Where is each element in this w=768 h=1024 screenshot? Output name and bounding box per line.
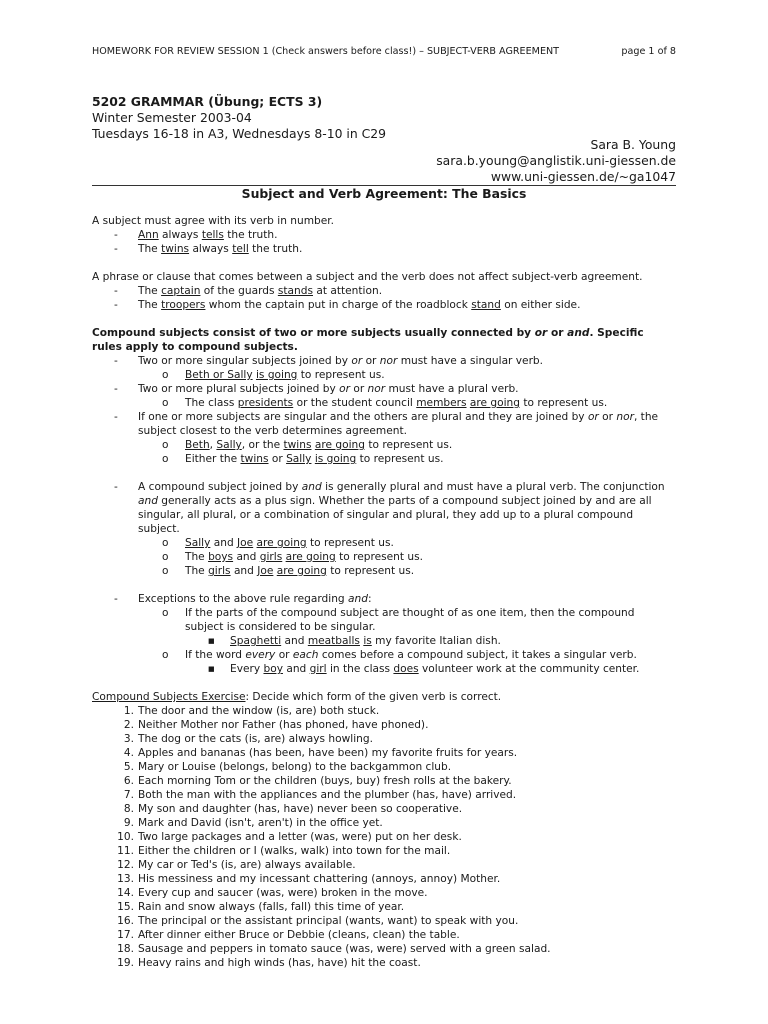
course-times: Tuesdays 16-18 in A3, Wednesdays 8-10 in C29 [92, 126, 387, 141]
dash-marker: - [114, 593, 118, 605]
dash-marker: - [114, 481, 118, 493]
sub-rule-item: o If the word every or each comes before a compound subject, it takes a singular verb. [162, 649, 637, 661]
dash-marker: - [114, 229, 118, 241]
rule-number-agreement: A subject must agree with its verb in number. [92, 215, 335, 227]
course-code: 5202 GRAMMAR (Übung; ECTS 3) [92, 94, 323, 109]
exercise-item: 11. Either the children or I (walks, walk) into town for the mail. [117, 845, 451, 857]
example-item: o Either the twins or Sally is going to represent us. [162, 453, 444, 465]
exercise-item: 7. Both the man with the appliances and the plumber (has, have) arrived. [123, 789, 517, 801]
square-bullet-icon: ■ [208, 665, 215, 673]
rule-item: - If one or more subjects are singular and the others are plural and they are joined by or or nor, the subject closest to the verb determines agreement. [114, 411, 659, 437]
circle-marker: o [162, 397, 169, 409]
example-item: - The twins always tell the truth. [114, 243, 303, 255]
dash-marker: - [114, 355, 118, 367]
author-website: www.uni-giessen.de/~ga1047 [490, 169, 676, 184]
example-item: - The troopers whom the captain put in charge of the roadblock stand on either side. [114, 299, 581, 311]
course-semester: Winter Semester 2003-04 [92, 110, 252, 125]
rule-item: - Two or more singular subjects joined by or or nor must have a singular verb. [114, 355, 544, 367]
dash-marker: - [114, 411, 118, 423]
course-info [92, 94, 692, 142]
exercise-item: 18. Sausage and peppers in tomato sauce (was, were) served with a green salad. [117, 943, 551, 955]
example-item: o Beth or Sally is going to represent us. [162, 369, 385, 381]
example-item: o Sally and Joe are going to represent us. [162, 537, 394, 549]
rule-intervening-phrase: A phrase or clause that comes between a subject and the verb does not affect subject-verb agreement. [92, 271, 643, 283]
circle-marker: o [162, 369, 169, 381]
dash-marker: - [114, 285, 118, 297]
exercise-item: 6. Each morning Tom or the children (buys, buy) fresh rolls at the bakery. [123, 775, 512, 787]
circle-marker: o [162, 439, 169, 451]
circle-marker: o [162, 607, 169, 619]
header-title: HOMEWORK FOR REVIEW SESSION 1 (Check answers before class!) – SUBJECT-VERB AGREEMENT [92, 46, 560, 57]
square-bullet-icon: ■ [208, 637, 215, 645]
exercise-item: 1. The door and the window (is, are) both stuck. [123, 705, 380, 717]
exercise-item: 3. The dog or the cats (is, are) always howling. [123, 733, 373, 745]
exercise-item: 16. The principal or the assistant principal (wants, want) to speak with you. [117, 915, 519, 927]
page-header [92, 46, 676, 60]
circle-marker: o [162, 453, 169, 465]
page-number: page 1 of 8 [621, 46, 676, 57]
example-item: ■ Spaghetti and meatballs is my favorite Italian dish. [208, 635, 501, 647]
exercise-item: 14. Every cup and saucer (was, were) broken in the move. [117, 887, 428, 899]
circle-marker: o [162, 649, 169, 661]
circle-marker: o [162, 537, 169, 549]
example-item: o The class presidents or the student council members are going to represent us. [162, 397, 608, 409]
exercise-heading [92, 690, 676, 704]
exercise-item: 4. Apples and bananas (has been, have been) my favorite fruits for years. [123, 747, 518, 759]
circle-marker: o [162, 551, 169, 563]
example-item: - The captain of the guards stands at attention. [114, 285, 383, 297]
dash-marker: - [114, 383, 118, 395]
exercise-item: 15. Rain and snow always (falls, fall) this time of year. [117, 901, 405, 913]
exercise-instruction: : Decide which form of the given verb is correct. [245, 691, 502, 703]
exercise-item: 17. After dinner either Bruce or Debbie (cleans, clean) the table. [117, 929, 460, 941]
document-body [92, 214, 676, 970]
rule-item: - Two or more plural subjects joined by or or nor must have a plural verb. [114, 383, 519, 395]
exercise-item: 5. Mary or Louise (belongs, belong) to the backgammon club. [123, 761, 452, 773]
author-name: Sara B. Young [590, 137, 676, 152]
example-item: o Beth, Sally, or the twins are going to represent us. [162, 439, 453, 451]
sub-rule-item: o If the parts of the compound subject are thought of as one item, then the compound subject is considered to be singular. [162, 607, 635, 633]
exercise-title: Compound Subjects Exercise [92, 691, 246, 703]
example-item: o The boys and girls are going to represent us. [162, 551, 423, 563]
rule-item: - Exceptions to the above rule regarding and: [114, 593, 372, 605]
circle-marker: o [162, 565, 169, 577]
dash-marker: - [114, 243, 118, 255]
document-title: Subject and Verb Agreement: The Basics [241, 186, 527, 201]
example-item: ■ Every boy and girl in the class does volunteer work at the community center. [208, 663, 640, 675]
rule-item: - A compound subject joined by and is generally plural and must have a plural verb. The conjunction and generally acts as a plus sign. Whether the parts of a compound subject joined by and are all singular, all plural, or a combination of singular and plural, they add up to a plural compound subject. [114, 481, 665, 535]
exercise-item: 10. Two large packages and a letter (was, were) put on her desk. [117, 831, 462, 843]
exercise-item: 8. My son and daughter (has, have) never been so cooperative. [123, 803, 463, 815]
author-info [436, 137, 676, 185]
exercise-item: 9. Mark and David (isn't, aren't) in the office yet. [123, 817, 383, 829]
example-item: o The girls and Joe are going to represent us. [162, 565, 415, 577]
example-item: - Ann always tells the truth. [114, 229, 278, 241]
exercise-item: 12. My car or Ted's (is, are) always available. [117, 859, 356, 871]
compound-subjects-heading: Compound subjects consist of two or more subjects usually connected by or or and. Specific rules apply to compound subjects. [92, 327, 644, 353]
author-email: sara.b.young@anglistik.uni-giessen.de [436, 153, 676, 168]
exercise-item: 13. His messiness and my incessant chattering (annoys, annoy) Mother. [117, 873, 501, 885]
exercise-item: 2. Neither Mother nor Father (has phoned, have phoned). [123, 719, 429, 731]
dash-marker: - [114, 299, 118, 311]
exercise-list [92, 704, 676, 970]
exercise-item: 19. Heavy rains and high winds (has, have) hit the coast. [117, 957, 421, 969]
